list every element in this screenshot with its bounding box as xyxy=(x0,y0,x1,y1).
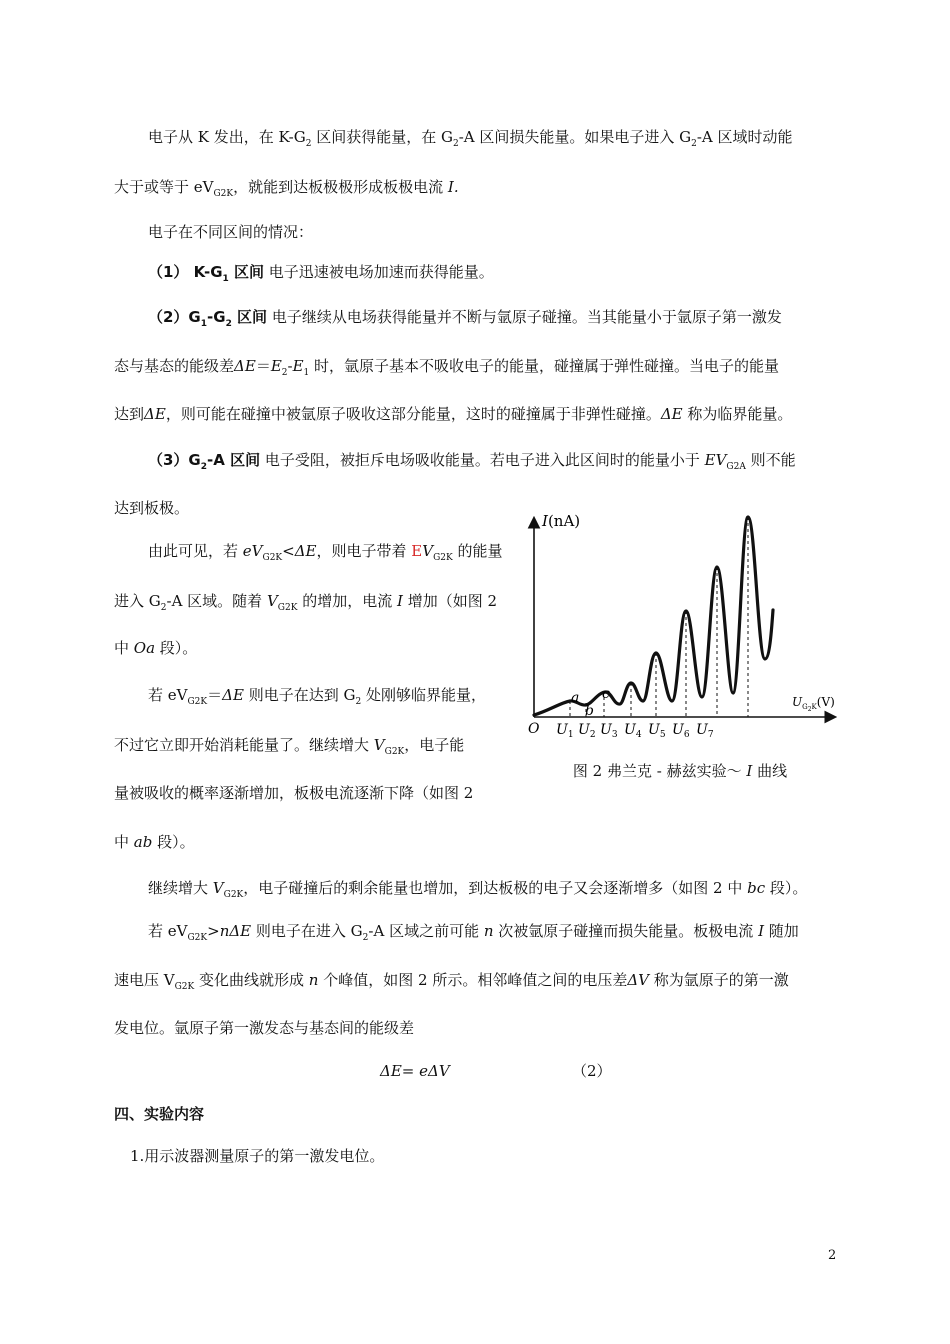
section-title: 四、实验内容 xyxy=(114,1105,205,1123)
region-3-line: $(3)G_2-A$ 区间 电子受阻，被拒斥电场吸收能量。若电子进入此区间时的能量小于 $EV_{G2A}$ 则不能 xyxy=(148,451,796,472)
franck-hertz-curve-figure xyxy=(518,505,846,745)
y-axis-label: I(nA) xyxy=(542,512,581,530)
point-label-a: a xyxy=(571,690,580,706)
paragraph-line: 达到ΔE，则可能在碰撞中被氩原子吸收这部分能量，这时的碰撞属于非弹性碰撞。ΔE 称为临界能量。 xyxy=(114,405,793,423)
region-1-line: （1） $K-G_1$ 区间 电子迅速被电场加速而获得能量。 xyxy=(148,263,494,284)
point-label-b: b xyxy=(585,703,594,719)
x-axis-label: $U_G2K(V)$ xyxy=(792,695,835,713)
figure-caption: 图 2 弗兰克 - 赫兹实验～ I 曲线 xyxy=(572,762,788,780)
paragraph-line: 速电压 $V_{G2K}$ 变化曲线就形成 n 个峰值，如图 2 所示。相邻峰值之间的电压差ΔV 称为氩原子的第一激 xyxy=(114,971,789,992)
paragraph-intro: 电子在不同区间的情况： xyxy=(148,223,314,241)
tick-u4: $U_4$ xyxy=(624,722,642,740)
paragraph-line: 发电位。氩原子第一激发态与基态间的能级差 xyxy=(114,1019,415,1037)
equation-formula: ΔE= eΔV xyxy=(380,1062,450,1080)
paragraph-line: 进入 $G_2-A$ 区域。随着 $V_{G2K}$ 的增加，电流 I 增加（如图 2 xyxy=(114,592,498,613)
region-3-heading: $(3)G_2-A$ 区间 xyxy=(148,451,261,472)
paragraph-line: 中 Oa 段）。 xyxy=(114,639,198,657)
tick-u2: $U_2$ xyxy=(578,722,596,740)
paragraph-line: 大于或等于 $eV_{G2K}$，就能到达板极极形成板极电流 I. xyxy=(114,178,459,199)
tick-u5: $U_5$ xyxy=(648,722,666,740)
tick-u3: $U_3$ xyxy=(600,722,618,740)
paragraph-line: 不过它立即开始消耗能量了。继续增大 $V_{G2K}$，电子能 xyxy=(114,736,465,757)
page-number: 2 xyxy=(828,1248,837,1263)
region-2-heading: $(2)G_1-G_2$ 区间 xyxy=(148,308,268,329)
highlight-e: E xyxy=(411,542,423,560)
point-label-c: c xyxy=(602,686,610,702)
paragraph-line: 电子从 K 发出，在 $K-G_2$ 区间获得能量，在 $G_2-A$ 区间损失能量。如果电子进入 $G_2-A$ 区域时动能 xyxy=(148,128,793,149)
paragraph-line: 量被吸收的概率逐渐增加，板极电流逐渐下降（如图 2 xyxy=(114,784,474,802)
paragraph-line: 若 $eV_{G2K}=\Delta E$ 则电子在达到 $G_2$ 处刚够临界能量， xyxy=(148,686,486,707)
paragraph-line: 中 ab 段）。 xyxy=(114,833,195,851)
current-curve xyxy=(534,517,773,715)
section-item: 1.用示波器测量原子的第一激发电位。 xyxy=(130,1147,385,1165)
tick-u6: $U_6$ xyxy=(672,722,690,740)
tick-u7: $U_7$ xyxy=(696,722,714,740)
paragraph-line: 继续增大 $V_{G2K}$，电子碰撞后的剩余能量也增加，到达板极的电子又会逐渐增多（如图 2 中 bc 段）。 xyxy=(148,879,808,900)
equation-number: （2） xyxy=(572,1062,612,1080)
paragraph-line: 态与基态的能级差$\Delta E=E_2-E_1$ 时，氩原子基本不吸收电子的能量，碰撞属于弹性碰撞。当电子的能量 xyxy=(114,357,780,378)
region-2-line: $(2)G_1-G_2$ 区间 电子继续从电场获得能量并不断与氩原子碰撞。当其能量小于氩原子第一激发 xyxy=(148,308,782,329)
paragraph-line: 达到板极。 xyxy=(114,499,190,517)
paragraph-line: 若 $eV_{G2K}>n\Delta E$ 则电子在进入 $G_2-A$ 区域之前可能 n 次被氩原子碰撞而损失能量。板极电流 I 随加 xyxy=(148,922,799,943)
tick-u1: $U_1$ xyxy=(556,722,574,740)
region-1-heading: （1） $K-G_1$ 区间 xyxy=(148,263,265,284)
paragraph-line: 由此可见，若 $eV_{G2K}<\Delta E$，则电子带着 $EV_{G2K}$ 的能量 xyxy=(148,542,503,563)
origin-label: O xyxy=(528,721,540,737)
